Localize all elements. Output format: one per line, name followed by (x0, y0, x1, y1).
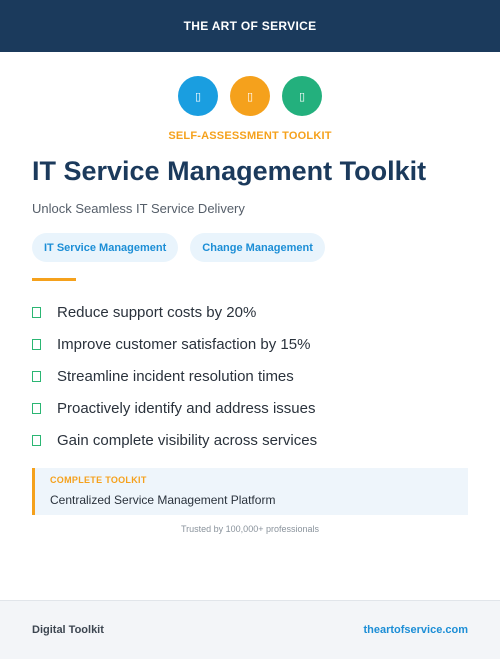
benefit-text: Streamline incident resolution times (57, 367, 294, 385)
green-circle-icon: ▯ (282, 76, 322, 116)
benefit-text: Proactively identify and address issues (57, 399, 316, 417)
page-title: IT Service Management Toolkit (32, 156, 427, 186)
icon-row (0, 76, 500, 116)
benefit-item (32, 360, 500, 392)
benefit-list (32, 296, 500, 456)
benefit-item (32, 328, 500, 360)
check-icon (32, 435, 41, 446)
brand-name: THE ART OF SERVICE (183, 19, 317, 33)
benefit-text: Reduce support costs by 20% (57, 303, 257, 321)
callout-text: Centralized Service Management Platform (50, 493, 276, 507)
footer-label: Digital Toolkit (32, 624, 104, 636)
benefit-text: Gain complete visibility across services (57, 431, 318, 449)
header-bar (0, 0, 500, 52)
benefit-text: Improve customer satisfaction by 15% (57, 335, 311, 353)
accent-divider (32, 278, 76, 281)
benefit-item (32, 392, 500, 424)
footer-bar (0, 600, 500, 659)
blue-circle-icon: ▯ (178, 76, 218, 116)
tag-it-service-management[interactable]: IT Service Management (32, 233, 178, 262)
benefit-item (32, 424, 500, 456)
check-icon (32, 403, 41, 414)
kicker-label: SELF-ASSESSMENT TOOLKIT (168, 130, 332, 142)
callout-label: COMPLETE TOOLKIT (50, 475, 147, 485)
toolkit-callout (32, 468, 468, 515)
trusted-note: Trusted by 100,000+ professionals (180, 524, 319, 534)
check-icon (32, 371, 41, 382)
orange-circle-icon: ▯ (230, 76, 270, 116)
check-icon (32, 307, 41, 318)
benefit-item (32, 296, 500, 328)
check-icon (32, 339, 41, 350)
page-subtitle: Unlock Seamless IT Service Delivery (32, 201, 245, 216)
tag-change-management[interactable]: Change Management (190, 233, 325, 262)
website-link[interactable]: theartofservice.com (363, 624, 468, 636)
tag-list (32, 233, 500, 262)
